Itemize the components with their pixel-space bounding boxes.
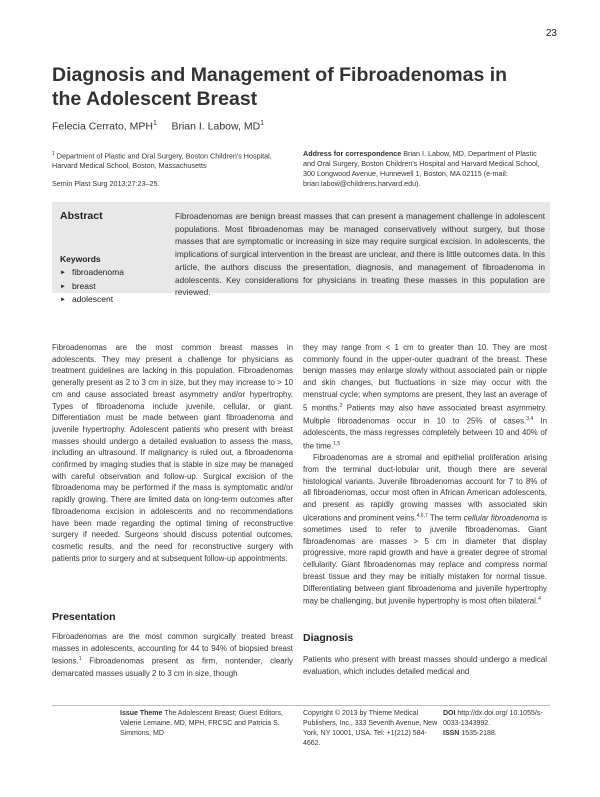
correspondence-label: Address for correspondence — [303, 149, 402, 158]
affiliation-sup: 1 — [52, 151, 55, 157]
correspondence — [303, 149, 543, 189]
keyword-item: ► fibroadenoma — [60, 266, 124, 280]
keywords-heading: Keywords — [60, 254, 101, 264]
author-name: Felecia Cerrato, MPH — [52, 120, 153, 133]
affiliation — [52, 149, 297, 171]
diagnosis-paragraph: Patients who present with breast masses should undergo a medical evaluation, which includes detailed medical and — [303, 655, 547, 676]
author-sup: 1 — [260, 120, 265, 127]
keyword-item: ► breast — [60, 280, 124, 294]
text-run: Fibroadenomas are a stromal and epithelial proliferation arising from the terminal duct-lobular unit, though there are several histological variants. Juvenile fibroadenomas account for 7 to 8% of all fibroadenomas, occur most often in African American adolescents, and present as rapidly growing masses with associated skin ulcerations and prominent veins. — [303, 453, 547, 523]
citation: Semin Plast Surg 2013;27:23–25. — [52, 179, 160, 188]
section-heading-presentation: Presentation — [52, 611, 116, 623]
body-column-left — [52, 342, 293, 564]
section-heading-diagnosis: Diagnosis — [303, 632, 354, 644]
footer-ids — [443, 709, 553, 739]
col2-paragraph-2 — [303, 452, 547, 607]
ref-sup: 4,6,7 — [416, 512, 428, 519]
intro-paragraph: Fibroadenomas are the most common breast masses in adolescents. They may present a challenge for physicians as treatment guidelines are lacking in this population. Fibroadenomas generally present as 2 to 3 cm in size, but they may increase to > 10 cm and cause associated breast asymmetry and/or hypertrophy. Types of fibroadenoma include juvenile, cellular, or giant. Differentiation must be made between giant fibroadenoma and juvenile hypertrophy. Adolescent patients who present with breast masses should undergo a detailed evaluation to assess the mass, including an ultrasound. If malignancy is ruled out, a fibroadenoma confirmed by imaging studies that is stable in size may be managed with careful observation and follow-up. Surgical excision of the fibroadenoma may be performed if the mass is symptomatic and/or rapidly growing. There are limited data on long-term outcomes after fibroadenoma excision in adolescents and no recommendations have been made regarding the optimal timing of reconstructive surgery if needed. Surgeons should discuss potential outcomes, cosmetic results, and the need for reconstructive surgery with patients prior to surgery and at subsequent follow-up appointments. — [52, 343, 293, 563]
footer-divider — [52, 705, 550, 706]
issn-value: 1535-2188. — [461, 730, 497, 737]
abstract-text: Fibroadenomas are benign breast masses that can present a management challenge in adolescent populations. Most fibroadenomas may be managed conservatively without surgery, but those masses that are symptomatic or increasing in size may require surgical excision. In adolescents, the implications of surgical intervention in the breast are unclear, and there is little outcomes data. In this article, the authors discuss the presentation, diagnosis, and management of fibroadenoma in adolescents. Key considerations for physicians in treating these masses in this population are reviewed. — [175, 211, 545, 298]
issue-text: The Adolescent Breast; Guest Editors, Valerie Lemaine, MD, MPH, FRCSC and Patricia S. Simmons, MD — [120, 710, 283, 737]
doi-link[interactable]: http://dx.doi.org/ 10.1055/s-0033-1343992. — [443, 710, 543, 727]
ref-sup: 1,5 — [333, 440, 341, 447]
author-name: Brian I. Labow, MD — [171, 120, 261, 133]
issn-label: ISSN — [443, 730, 460, 737]
ref-sup: 1 — [78, 656, 82, 663]
doi-label: DOI — [443, 710, 456, 717]
presentation-paragraph — [52, 631, 293, 679]
abstract-heading: Abstract — [60, 210, 103, 222]
authors — [52, 120, 264, 133]
ref-sup: 4 — [538, 596, 541, 603]
text-run: The term — [427, 513, 464, 523]
ref-sup: 2 — [339, 402, 343, 409]
issue-label: Issue Theme — [120, 710, 163, 717]
ref-sup: 3,4 — [526, 415, 534, 422]
affiliation-text: Department of Plastic and Oral Surgery, Boston Children's Hospital, Harvard Medical School, Boston, Massachusetts — [52, 151, 272, 171]
text-run-italic: cellular fibroadenoma — [463, 513, 540, 523]
footer-issue — [120, 709, 290, 739]
keywords-list — [60, 266, 124, 307]
text-run: Fibroadenomas are the most common surgically treated breast masses in adolescents, accounting for 44 to 94% of biopsied breast lesions. — [52, 632, 293, 667]
body-column-right — [303, 342, 547, 608]
author-sup: 1 — [152, 120, 157, 127]
correspondence-text: Brian I. Labow, MD, Department of Plastic and Oral Surgery, Boston Children's Hospital and Harvard Medical School, 300 Longwood Avenue, Hunnewell 1, Boston, MA 02115 (e-mail: brian.labow@childrens.harvard.edu). — [303, 149, 540, 188]
page-number: 23 — [545, 28, 557, 39]
text-run: In adolescents, the mass regresses completely between 10 and 40% of the time. — [303, 416, 547, 451]
text-run: Fibroadenomas present as firm, nontender, clearly demarcated masses usually 2 to 3 cm in size, though — [52, 657, 293, 678]
footer-copyright: Copyright © 2013 by Thieme Medical Publishers, Inc., 333 Seventh Avenue, New York, NY 10001, USA. Tel: +1(212) 584-4662. — [303, 710, 438, 747]
text-run: Patients may also have associated breast asymmetry. Multiple fibroadenomas occur in 10 to 25% of cases. — [303, 403, 547, 426]
text-run: they may range from < 1 cm to greater than 10. They are most commonly found in the upper-outer quadrant of the breast. These benign masses may enlarge slowly without associated pain or nipple and skin changes, but fluctuations in size may occur with the menstrual cycle; when symptoms are present, they last an average of 5 months. — [303, 343, 547, 413]
text-run: is sometimes used to refer to juvenile fibroadenomas. Giant fibroadenomas are masses > 5 cm in diameter that display progressive, more rapid growth and have a greater degree of stromal cellularity. Giant fibroadenomas may replace and compress normal breast tissue and they may be initially mistaken for normal tissue. Differentiating between giant fibroadenoma and juvenile hypertrophy may be challenging, but juvenile hypertrophy is most often bilateral. — [303, 513, 547, 606]
col2-paragraph-1 — [303, 342, 547, 452]
article-title: Diagnosis and Management of Fibroadenomas in the Adolescent Breast — [52, 64, 508, 110]
keyword-item: ► adolescent — [60, 293, 124, 307]
